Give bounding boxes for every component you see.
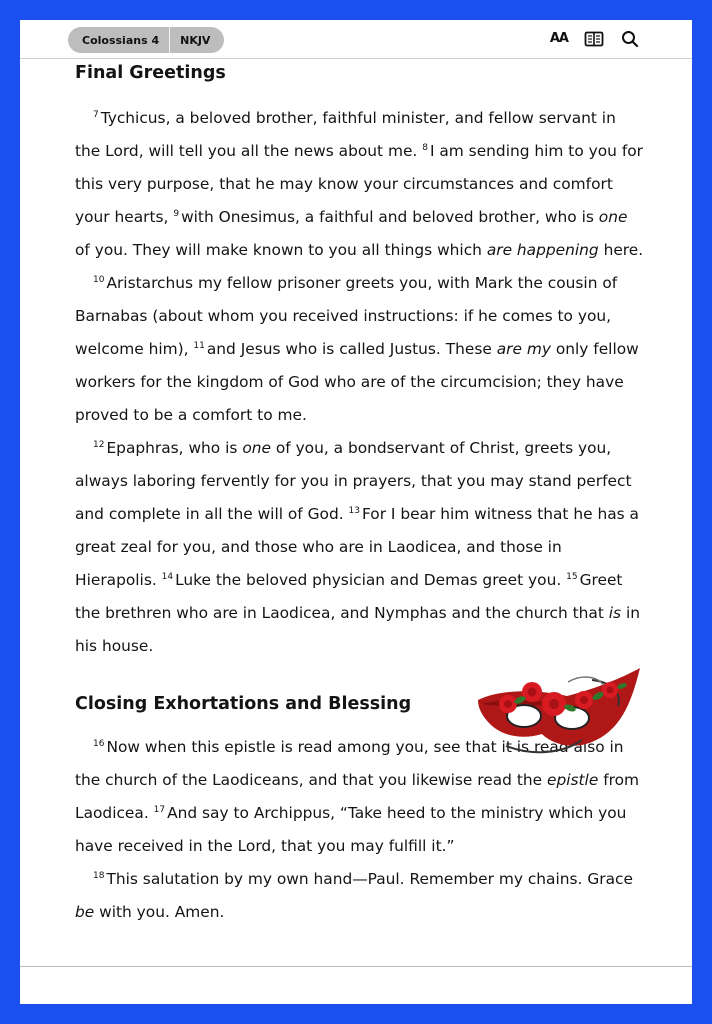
reader-page: [20, 20, 692, 1004]
italic-text: one: [598, 208, 628, 226]
verse-text: For I bear him witness that he has a great zeal for you, and those who are in Laodicea, and those in Hierapolis.: [75, 505, 639, 589]
verse-number: 17: [153, 805, 166, 815]
verse-number: 18: [93, 871, 105, 881]
italic-text: are happening: [486, 241, 599, 259]
toolbar: [550, 30, 640, 48]
section-heading: Closing Exhortations and Blessing: [75, 694, 412, 714]
verse-text: I am sending him to you for this very purpose, that he may know your circumstances and comfort your hearts,: [75, 142, 643, 226]
paragraph: [75, 267, 645, 432]
paragraph: [75, 863, 645, 929]
verse-text: This salutation by my own hand—Paul. Remember my chains. Grace: [106, 870, 633, 888]
verse-number: 13: [348, 506, 360, 516]
reference-pill: [68, 27, 224, 53]
italic-text: epistle: [546, 771, 599, 789]
verse-number: 8: [422, 143, 428, 153]
verse-text: with Onesimus, a faithful and beloved brother, who is: [181, 208, 599, 226]
verse-number: 14: [161, 572, 174, 582]
verse-text: Greet the brethren who are in Laodicea, and Nymphas and the church that: [75, 571, 623, 622]
paragraph: [75, 432, 645, 663]
verse-text: with you. Amen.: [94, 903, 225, 921]
verse-text: Luke the beloved physician and Demas greet you.: [175, 571, 567, 589]
section-heading: Final Greetings: [75, 63, 226, 83]
paragraph: [75, 102, 645, 267]
verse-text: Epaphras, who is: [106, 439, 243, 457]
verse-text: Now when this epistle is read among you, see that it is read also in the church of the Laodiceans, and that you likewise read the: [75, 738, 624, 789]
verse-number: 7: [93, 110, 99, 120]
italic-text: one: [242, 439, 271, 457]
verse-text: And say to Archippus, “Take heed to the ministry which you have received in the Lord, that you may fulfill it.”: [75, 804, 627, 855]
verse-text: only fellow workers for the kingdom of God who are of the circumcision; they have proved to be a comfort to me.: [75, 340, 639, 424]
bottom-divider: [20, 966, 692, 967]
book-icon[interactable]: [584, 30, 604, 48]
verse-text: and Jesus who is called Justus. These: [206, 340, 497, 358]
verse-number: 12: [93, 440, 105, 450]
top-bar: [20, 20, 692, 59]
verse-number: 15: [566, 572, 578, 582]
rose-mask-icon: [472, 660, 644, 760]
italic-text: be: [75, 903, 95, 921]
italic-text: is: [608, 604, 622, 622]
version-button[interactable]: NKJV: [169, 27, 224, 53]
book-chapter-button[interactable]: Colossians 4: [82, 33, 160, 47]
italic-text: are my: [496, 340, 551, 358]
verse-number: 16: [93, 739, 105, 749]
verse-text: Aristarchus my fellow prisoner greets you, with Mark the cousin of Barnabas (about whom you received instructions: if he comes to you, welcome him),: [75, 274, 618, 358]
verse-text: of you, a bondservant of Christ, greets you, always laboring fervently for you in prayers, that you may stand perfect and complete in all the will of God.: [75, 439, 632, 523]
verse-number: 11: [193, 341, 205, 351]
verse-text: of you. They will make known to you all things which: [75, 241, 487, 259]
verse-text: here.: [598, 241, 644, 259]
verse-number: 10: [93, 275, 105, 285]
verse-text: from Laodicea.: [75, 771, 640, 822]
text-size-icon[interactable]: AA: [549, 31, 568, 46]
verse-text: in his house.: [75, 604, 641, 655]
verse-number: 9: [173, 209, 180, 219]
search-icon[interactable]: [620, 30, 640, 48]
chapter-content: [75, 58, 645, 929]
verse-text: Tychicus, a beloved brother, faithful minister, and fellow servant in the Lord, will tell you all the news about me.: [75, 109, 616, 160]
